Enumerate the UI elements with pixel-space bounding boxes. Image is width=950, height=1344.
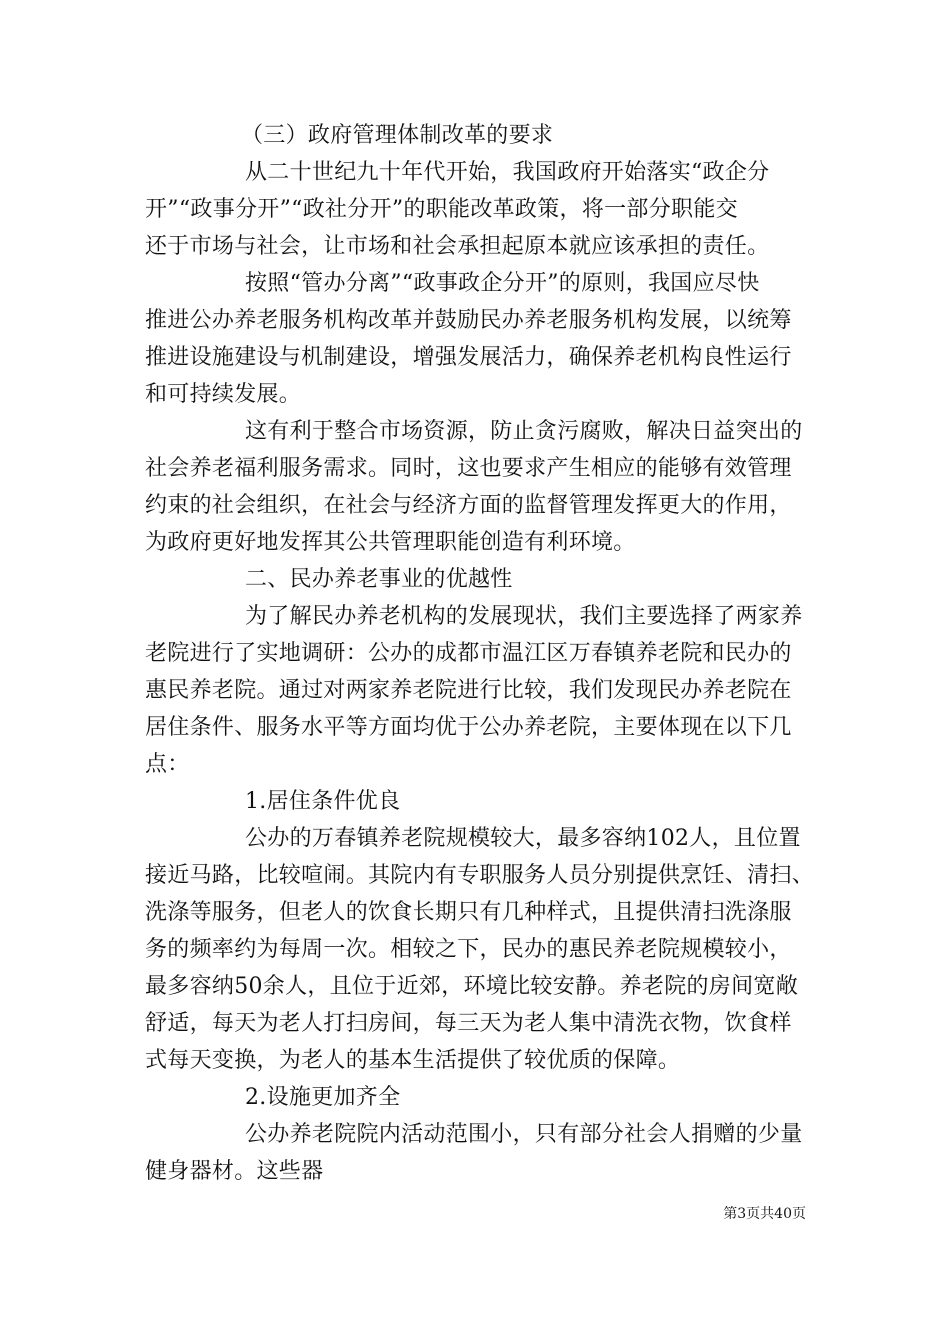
- text-line: 按照“管办分离”“政事政企分开”的原则，我国应尽快: [245, 271, 760, 296]
- text-line: 推进设施建设与机制建设，增强发展活力，确保养老机构良性运行: [145, 345, 792, 370]
- text-line: 接近马路，比较喧闹。其院内有专职服务人员分别提供烹饪、清扫、: [145, 863, 815, 888]
- text-line: 和可持续发展。: [145, 382, 302, 407]
- text-line: 健身器材。这些器: [145, 1159, 324, 1184]
- text-line: 最多容纳50余人，且位于近郊，环境比较安静。养老院的房间宽敞: [145, 974, 798, 999]
- text-line: 舒适，每天为老人打扫房间，每三天为老人集中清洗衣物，饮食样: [145, 1011, 792, 1036]
- document-body: [145, 117, 815, 1190]
- text-line: 公办的万春镇养老院规模较大，最多容纳102人，且位置: [245, 826, 801, 851]
- section-heading: （三）政府管理体制改革的要求: [241, 123, 554, 148]
- subsection-heading: 1.居住条件优良: [245, 789, 401, 814]
- text-line: 这有利于整合市场资源，防止贪污腐败，解决日益突出的: [245, 419, 803, 444]
- text-line: 开”“政事分开”“政社分开”的职能改革政策，将一部分职能交: [145, 197, 738, 222]
- text-line: 务的频率约为每周一次。相较之下，民办的惠民养老院规模较小，: [145, 937, 792, 962]
- text-line: 居住条件、服务水平等方面均优于公办养老院，主要体现在以下几: [145, 715, 792, 740]
- text-line: 惠民养老院。通过对两家养老院进行比较，我们发现民办养老院在: [145, 678, 792, 703]
- page-number: 第3页共40页: [723, 1206, 806, 1222]
- text-line: 从二十世纪九十年代开始，我国政府开始落实“政企分: [245, 160, 770, 185]
- text-line: 为政府更好地发挥其公共管理职能创造有利环境。: [145, 530, 636, 555]
- section-heading: 二、民办养老事业的优越性: [245, 567, 513, 592]
- text-line: 社会养老福利服务需求。同时，这也要求产生相应的能够有效管理: [145, 456, 792, 481]
- text-line: 约束的社会组织，在社会与经济方面的监督管理发挥更大的作用，: [145, 493, 792, 518]
- subsection-heading: 2.设施更加齐全: [245, 1085, 401, 1110]
- text-line: 老院进行了实地调研：公办的成都市温江区万春镇养老院和民办的: [145, 641, 792, 666]
- text-line: 为了解民办养老机构的发展现状，我们主要选择了两家养: [245, 604, 803, 629]
- text-line: 点：: [145, 752, 190, 777]
- text-line: 还于市场与社会，让市场和社会承担起原本就应该承担的责任。: [145, 234, 770, 259]
- text-line: 公办养老院院内活动范围小，只有部分社会人捐赠的少量: [245, 1122, 803, 1147]
- text-line: 推进公办养老服务机构改革并鼓励民办养老服务机构发展，以统筹: [145, 308, 792, 333]
- text-line: 式每天变换，为老人的基本生活提供了较优质的保障。: [145, 1048, 681, 1073]
- text-line: 洗涤等服务，但老人的饮食长期只有几种样式，且提供清扫洗涤服: [145, 900, 792, 925]
